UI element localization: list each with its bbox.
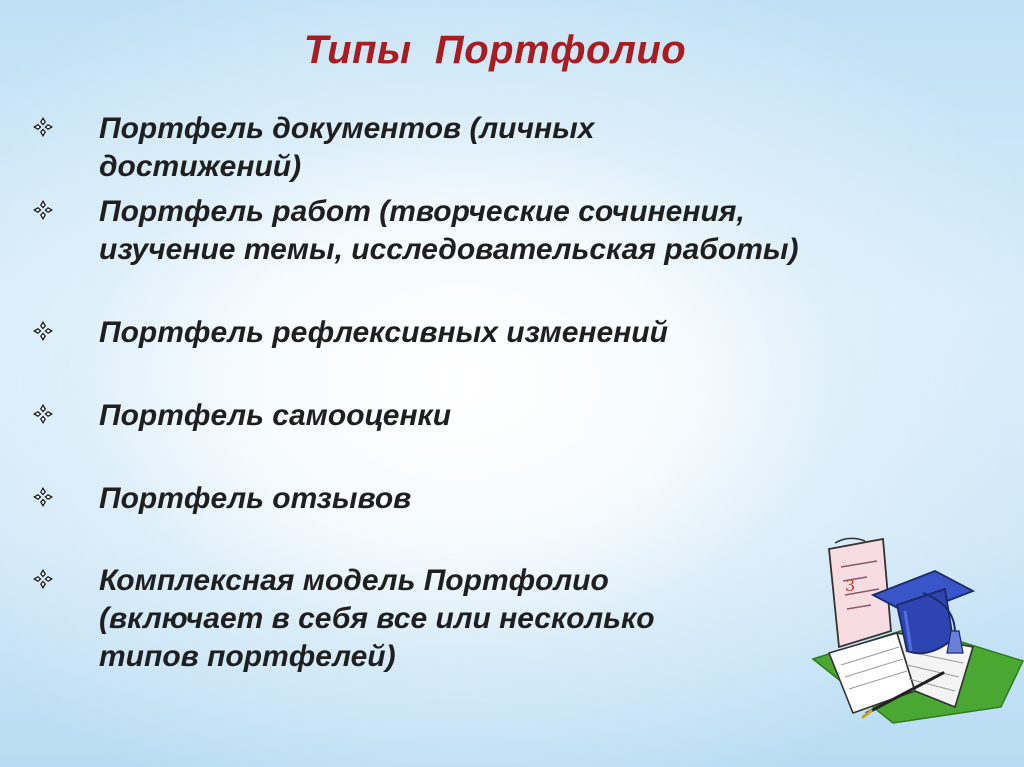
- diamond-bullet-icon: [32, 199, 54, 221]
- graduation-cap-book-clipart: [805, 535, 1024, 725]
- list-item-text: Портфель самооценки: [99, 399, 452, 432]
- diamond-bullet-icon: [32, 116, 54, 138]
- list-item-text: Портфель документов (личных достижений): [99, 112, 595, 183]
- list-item-text: Комплексная модель Портфолио (включает в себя все или несколько типов портфелей): [99, 564, 655, 673]
- diamond-bullet-icon: [32, 403, 54, 425]
- list-item-text: Портфель работ (творческие сочинения, изучение темы, исследовательская работы): [99, 195, 799, 266]
- diamond-bullet-icon: [32, 320, 54, 342]
- list-item-text: Портфель рефлексивных изменений: [99, 316, 668, 349]
- svg-text:3: 3: [845, 576, 856, 595]
- slide-title: Типы Портфолио: [303, 28, 687, 72]
- diamond-bullet-icon: [32, 486, 54, 508]
- diamond-bullet-icon: [32, 568, 54, 590]
- list-item-text: Портфель отзывов: [99, 482, 412, 515]
